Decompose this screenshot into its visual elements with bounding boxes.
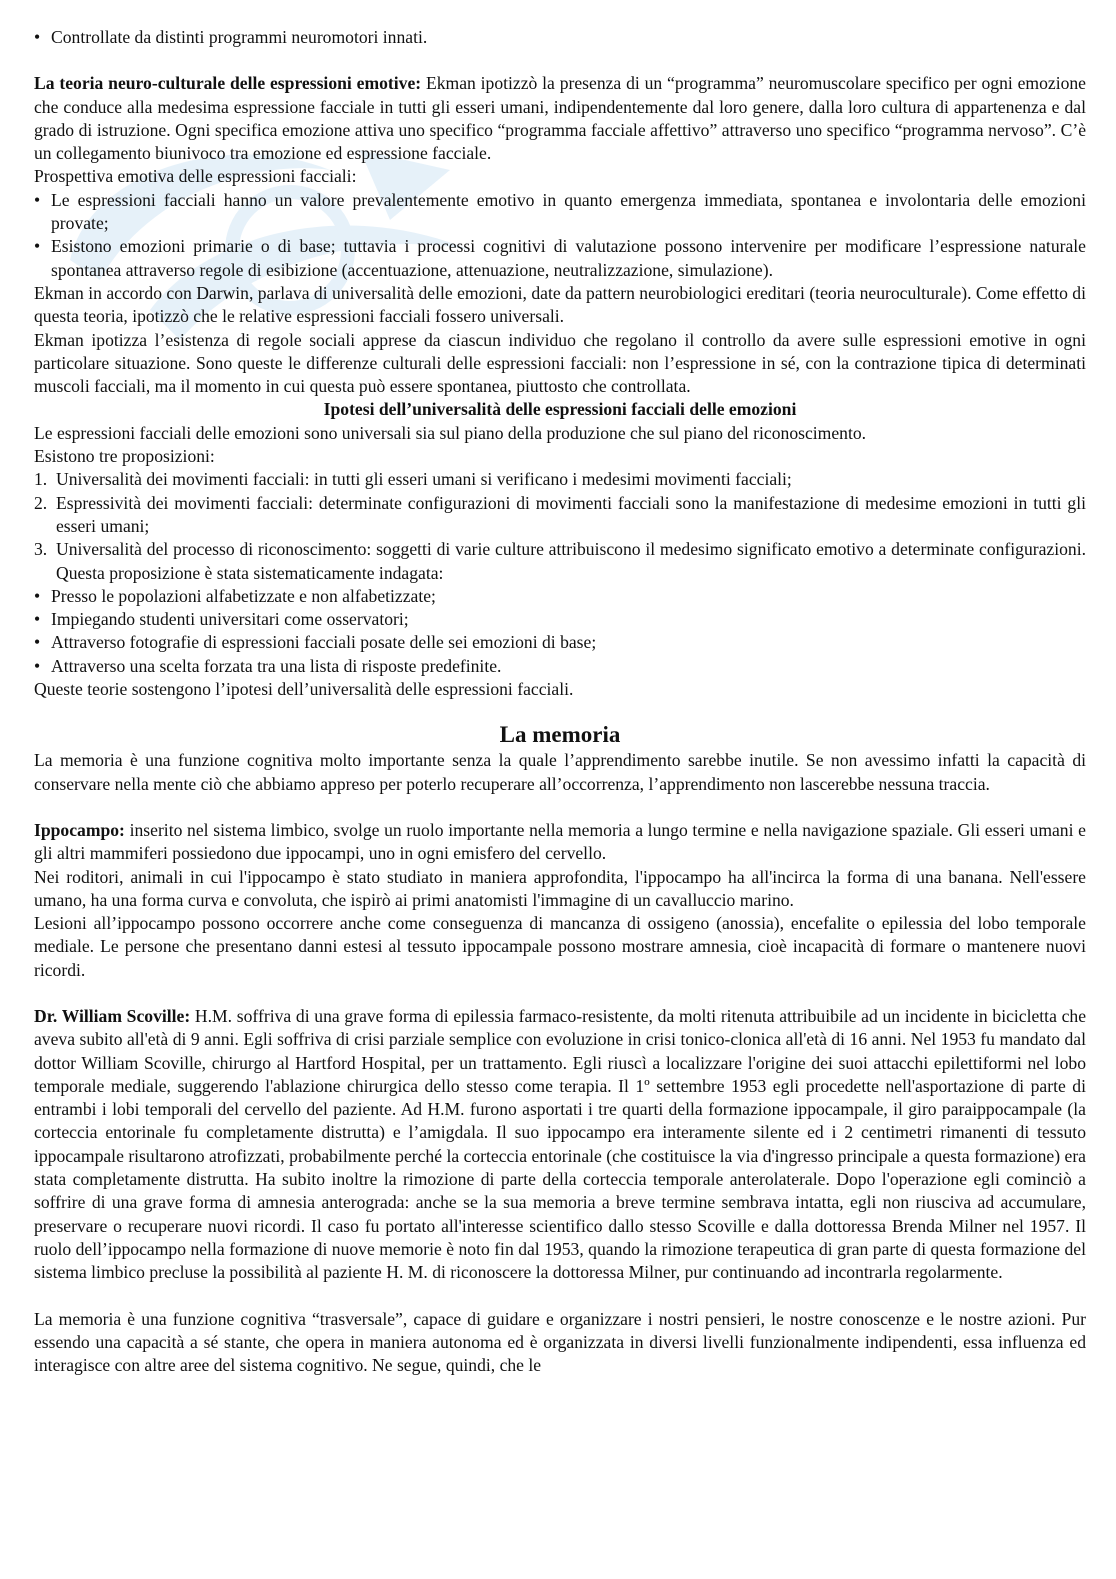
numbered-item [34,538,1086,585]
paragraph-propositions: Esistono tre proposizioni: [34,446,215,467]
document-page [34,26,1086,1377]
paragraph-roditori: Nei roditori, animali in cui l'ippocampo è stato studiato in maniera approfondita, l'ippocampo ha all'incirca la forma di una banana. Nell'essere umano, ha una forma curva e convoluta, che ispirò ai primi anatomisti l'immagine di un cavalluccio marino. [34,866,1086,910]
paragraph-universality: Le espressioni facciali delle emozioni sono universali sia sul piano della produzione che sul piano del riconoscimento. [34,422,867,443]
paragraph-social-rules: Ekman ipotizza l’esistenza di regole sociali apprese da ciascun individuo che regolano il controllo da avere sulle espressioni emotive in ogni particolare situazione. Sono queste le differenze culturali delle espressioni facciali: non l’espressione in sé, con la contrazione tipica di determinati muscoli facciali, ma il momento in cui questa può essere spontanea, piuttosto che controllata. [34,329,1086,397]
list-item [34,26,1086,49]
list-item [34,631,1086,654]
numbered-item [34,492,1086,539]
list-item-text: Attraverso fotografie di espressioni facciali posate delle sei emozioni di base; [51,632,597,653]
bullet-marker: • [34,27,41,47]
list-item [34,585,1086,608]
number-marker: 1. [34,469,48,490]
section-heading: La teoria neuro-culturale delle espressioni emotive: [34,73,422,94]
section-ippocampo [34,819,1086,866]
paragraph-lesioni: Lesioni all’ippocampo possono occorrere anche come conseguenza di mancanza di ossigeno (anossia), encefalite o epilessia del lobo temporale mediale. Le persone che presentano danni estesi al tessuto ippocampale possono mostrare amnesia, cioè incapacità di formare o mantenere nuovi ricordi. [34,913,1086,980]
section-heading: Dr. William Scoville: [34,1005,191,1026]
bullet-marker: • [34,655,41,676]
bullet-marker: • [34,632,41,653]
list-item-text: Attraverso una scelta forzata tra una lista di risposte predefinite. [51,655,502,676]
paragraph-conclusion: Queste teorie sostengono l’ipotesi dell’universalità delle espressioni facciali. [34,679,574,700]
section-text: Ekman ipotizzò la presenza di un “programma” neuromuscolare specifico per ogni emozione che conduce alla medesima espressione facciale in tutti gli esseri umani, indipendentemente dal loro genere, dalla loro cultura di appartenenza e dal grado di istruzione. Ogni specifica emozione attiva uno specifico “programma facciale affettivo” attraverso uno specifico “programma nervoso”. C’è un collegamento biunivoco tra emozione ed espressione facciale. [34,73,1086,164]
list-item [34,189,1086,236]
list-item [34,235,1086,282]
list-item-text: Esistono emozioni primarie o di base; tuttavia i processi cognitivi di valutazione possono intervenire per modificare l’espressione naturale spontanea attraverso regole di esibizione (accentuazione, attenuazione, neutralizzazione, simulazione). [51,236,1086,280]
section-scoville [34,1005,1086,1285]
list-item-text: Presso le popolazioni alfabetizzate e non alfabetizzate; [51,585,436,606]
list-item-text: Controllate da distinti programmi neuromotori innati. [51,27,428,47]
numbered-item [34,468,1086,491]
section-title-memoria: La memoria [499,722,621,748]
numbered-item-text: Universalità del processo di riconoscimento: soggetti di varie culture attribuiscono il medesimo significato emotivo a determinate configurazioni. Questa proposizione è stata sistematicamente indagata: [56,539,1086,583]
numbered-item-text: Universalità dei movimenti facciali: in tutti gli esseri umani si verificano i medesimi movimenti facciali; [56,469,792,490]
paragraph-darwin: Ekman in accordo con Darwin, parlava di universalità delle emozioni, date da pattern neurobiologici ereditari (teoria neuroculturale). Come effetto di questa teoria, ipotizzò che le relative espressioni facciali fossero universali. [34,282,1086,327]
section-heading: Ippocampo: [34,819,125,840]
list-item-text: Impiegando studenti universitari come osservatori; [51,609,409,630]
bullet-marker: • [34,585,41,606]
list-item [34,608,1086,631]
list-item-text: Le espressioni facciali hanno un valore prevalentemente emotivo in quanto emergenza immediata, spontanea e involontaria delle emozioni provate; [51,189,1086,234]
list-item [34,655,1086,678]
bullet-marker: • [34,189,41,210]
numbered-item-text: Espressività dei movimenti facciali: determinate configurazioni di movimenti facciali sono la manifestazione di medesime emozioni in tutti gli esseri umani; [56,492,1086,536]
number-marker: 2. [34,492,48,513]
paragraph-trasversale: La memoria è una funzione cognitiva “trasversale”, capace di guidare e organizzare i nostri pensieri, le nostre conoscenze e le nostre azioni. Pur essendo una capacità a sé stante, che opera in maniera autonoma ed è organizzata in diversi livelli funzionalmente indipendenti, essa influenza ed interagisce con altre aree del sistema cognitivo. Ne segue, quindi, che le [34,1308,1086,1376]
bullet-marker: • [34,236,41,257]
section-neuro-cultural [34,72,1086,165]
section-text: inserito nel sistema limbico, svolge un ruolo importante nella memoria a lungo termine e nella navigazione spaziale. Gli esseri umani e gli altri mammiferi possiedono due ippocampi, uno in ogni emisfero del cervello. [34,819,1086,864]
paragraph-memoria-intro: La memoria è una funzione cognitiva molto importante senza la quale l’apprendimento sarebbe inutile. Se non avessimo infatti la capacità di conservare nella mente ciò che abbiamo appreso per poterlo recuperare all’occorrenza, l’apprendimento non lascerebbe nessuna traccia. [34,750,1086,794]
section-text: H.M. soffriva di una grave forma di epilessia farmaco-resistente, da molti ritenuta attribuibile ad un incidente in bicicletta che aveva subito all'età di 9 anni. Egli soffriva di crisi parziale semplice con evoluzione in crisi tonico-clonica all'età di 16 anni. Nel 1953 fu mandato dal dottor William Scoville, chirurgo al Hartford Hospital, per un trattamento. Egli riuscì a localizzare l'origine dei suoi attacchi epilettiformi nel lobo temporale mediale, suggerendo l'ablazione chirurgica dello stesso come terapia. Il 1º settembre 1953 egli procedette nell'asportazione di parte di entrambi i lobi temporali del cervello del paziente. Ad H.M. furono asportati i tre quarti della formazione ippocampale, il giro paraippocampale (la corteccia entorinale fu completamente distrutta) e l’amigdala. Il suo ippocampo era interamente silente ed i 2 centimetri rimanenti di tessuto ippocampale risultarono atrofizzati, probabilmente perché la corteccia entorinale (che costituisce la via d'ingresso principale a questa formazione) era stata completamente distrutta. Ha subito inoltre la rimozione di parte della corteccia temporale anterolaterale. Dopo l'operazione egli cominciò a soffrire di una grave forma di amnesia anterograda: anche se la sua memoria a breve termine sembrava intatta, egli non riusciva ad accumulare, preservare o recuperare nuovi ricordi. Il caso fu portato all'interesse scientifico dallo stesso Scoville e dalla dottoressa Brenda Milner nel 1957. Il ruolo dell’ippocampo nella formazione di nuove memorie è noto fin dal 1953, quando la rimozione terapeutica di gran parte di questa formazione del sistema limbico precluse la possibilità al paziente H. M. di riconoscere la dottoressa Milner, pur continuando ad incontrarla regolarmente. [34,1005,1087,1283]
perspective-title: Prospettiva emotiva delle espressioni facciali: [34,166,357,187]
number-marker: 3. [34,539,48,560]
subsection-title: Ipotesi dell’universalità delle espressioni facciali delle emozioni [323,399,797,420]
bullet-marker: • [34,609,41,630]
